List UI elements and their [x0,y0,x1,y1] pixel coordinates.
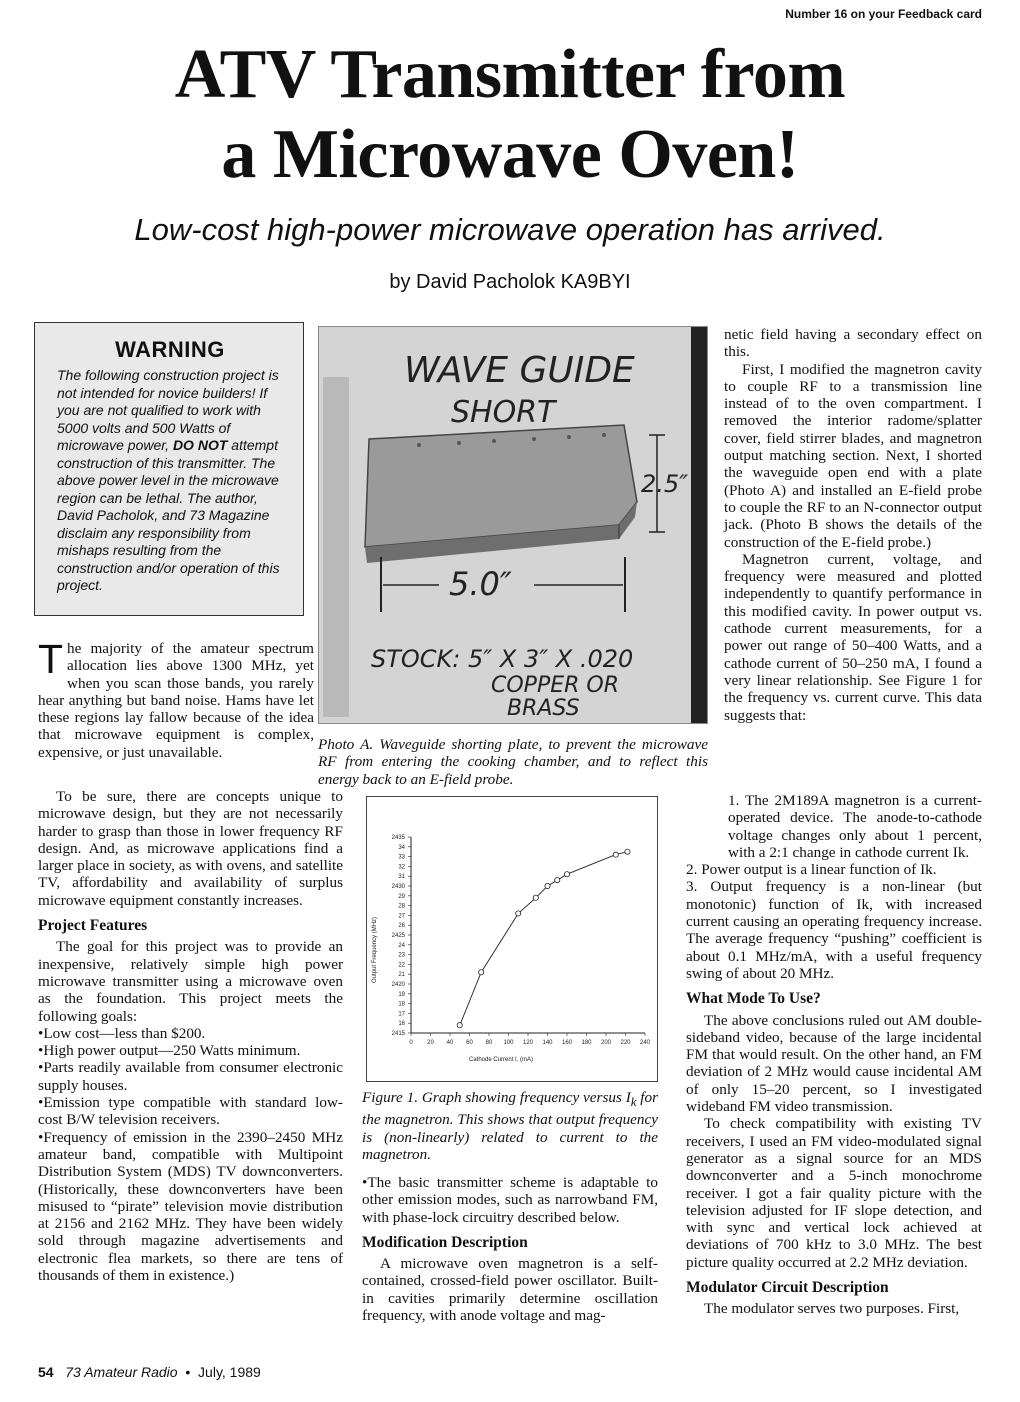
column-2 [362,1174,658,1324]
column-3-top [724,326,982,724]
bullet-item: •The basic transmitter scheme is adaptable to other emission modes, such as narrowband FM, with phase-lock circuitry described below. [362,1174,658,1226]
paragraph: The above conclusions ruled out AM double-sideband video, because of the large incidental FM that would result. On the other hand, an FM deviation of 2 MHz would cause incidental AM of only 15–20 percent, so I investigated wideband FM video transmission. [686,1011,982,1116]
chart-data-point [625,849,630,854]
section-heading-features: Project Features [38,917,148,935]
chart-y-tick-label: 29 [398,893,405,900]
chart-y-tick-label: 17 [398,1011,405,1018]
figure-1-caption [362,1089,658,1163]
warning-heading: WARNING [115,337,225,362]
photo-label-waveguide: WAVE GUIDE [404,350,635,391]
chart-x-tick-label: 120 [522,1040,534,1046]
chart-y-tick-label: 32 [398,864,405,871]
byline: by David Pacholok KA9BYI [389,271,631,293]
chart-data-point [533,895,538,900]
paragraph: netic field having a secondary effect on this. [724,326,982,361]
chart-x-tick-label: 240 [639,1040,651,1046]
chart-x-tick-label: 80 [485,1040,493,1046]
list-item: 2. Power output is a linear function of Ik. [686,861,937,879]
section-heading-modulator: Modulator Circuit Description [686,1279,889,1297]
chart-y-tick-label: 27 [398,913,405,920]
bullet-item: •Emission type compatible with standard low-cost B/W television receivers. [38,1094,343,1129]
chart-y-tick-label: 18 [398,1001,405,1008]
warning-body [57,367,283,595]
photo-dimension-width: 5.0″ [449,565,512,603]
photo-stock-material-2: BRASS [507,696,580,721]
bullet-item: •Parts readily available from consumer electronic supply houses. [38,1059,343,1094]
chart-x-tick-label: 100 [503,1040,514,1046]
list-item: 3. Output frequency is a non-linear (but monotonic) function of Ik, with increased current causing an operating frequency increase. The average frequency “pushing” coefficient is about 0.1 MHz/mA, with a useful frequency swing of about 20 MHz. [686,878,982,982]
footer-separator: • [185,1364,191,1380]
paragraph: First, I modified the magnetron cavity to couple RF to a transmission line instead of to the oven compartment. I removed the interior radome/splatter cover, field stirrer blades, and magnetron output matching section. Next, I shorted the waveguide open end with a plate (Photo A) and installed an E-field probe to couple the RF to an N-connector output jack. (Photo B shows the details of the construction of the E-field probe.) [724,360,982,551]
warning-text-post: attempt construction of this transmitter. The above power level in the microwave region can be lethal. The author, David Pacholok, and 73 Magazine disclaim any responsibility from mishaps resulting from the construction and/or operation of this project. [57,437,280,593]
chart-x-tick-label: 60 [466,1040,473,1046]
list-item [686,792,982,861]
figure-caption-post: for the magnetron. This shows that output frequency is (non-linearly) related to current to the magnetron. [362,1089,658,1163]
article-title-line-1: ATV Transmitter from [174,36,846,113]
chart-x-tick-label: 40 [446,1040,454,1046]
chart-y-tick-label: 2415 [391,1031,405,1037]
photo-a-illustration [319,327,708,724]
intro-paragraph [38,636,314,761]
paragraph: The goal for this project was to provide an inexpensive, relatively simple high power microwave transmitter using a microwave oven as the foundation. This project meets the following goals: [38,938,343,1025]
chart-series-line [460,852,628,1025]
chart-y-tick-label: 16 [398,1021,405,1028]
figure-caption-sub: k [630,1095,637,1110]
bullet-item: •Frequency of emission in the 2390–2450 MHz amateur band, compatible with Multipoint Distribution System (MDS) TV downconverters. (Historically, these downconverters have been misused to “pirate” television movie distribution at 2156 and 2162 MHz. They have been widely sold through magazine advertisements and electronic flea markets, so there are tens of thousands of them in existence.) [38,1128,343,1285]
paragraph: To check compatibility with existing TV receivers, I used an FM video-modulated signal generator as a signal source for an MDS downconverter and a 5-inch monochrome receiver. I got a fair quality picture with the television adjusted for IF slope detection, and with sync and vertical lock achieved at deviations of 700 kHz to 3.0 MHz. The best picture quality occurred at 2.2 MHz deviation. [686,1115,982,1271]
chart-y-tick-label: 31 [398,874,405,881]
photo-a-caption: Photo A. Waveguide shorting plate, to prevent the microwave RF from entering the cooking chamber, and to reflect this energy back to an E-field probe. [318,736,708,788]
bullet-item: •Low cost—less than $200. [38,1024,206,1042]
chart-data-point [479,970,484,975]
chart-y-tick-label: 33 [398,854,405,861]
photo-a-waveguide-plate [318,326,708,724]
chart-y-tick-label: 23 [398,952,405,959]
chart-y-tick-label: 34 [398,844,405,851]
paragraph: Magnetron current, voltage, and frequency were measured and plotted independently to quantify performance in this modified cavity. In power output vs. cathode current measurements, for a power out range of 50–400 Watts, and a cathode current of 50–250 mA, I found a very linear relationship. See Figure 1 for the frequency vs. current curve. This data suggests that: [724,550,982,724]
drop-cap: T [38,636,64,682]
warning-text-pre: The following construction project is not intended for novice builders! If you are not qualified to work with 5000 volts and 500 Watts of microwave power, [57,367,279,453]
chart-x-tick-label: 180 [581,1040,592,1046]
chart-y-tick-label: 26 [398,923,405,930]
chart-x-axis-label: Cathode Current I, (mA) [469,1057,534,1063]
bullet-item: •High power output—250 Watts minimum. [38,1042,301,1060]
chart-x-tick-label: 160 [561,1040,573,1046]
chart-y-tick-label: 24 [398,942,405,949]
photo-stock-material: COPPER OR [491,673,619,698]
chart-data-point [457,1023,462,1028]
chart-x-tick-label: 200 [600,1040,612,1046]
chart-y-tick-label: 19 [398,991,405,998]
photo-stock-note: STOCK: 5″ X 3″ X .020 [371,645,634,673]
chart-data-point [545,883,550,888]
column-1 [38,788,343,1284]
photo-dimension-height: 2.5″ [641,470,689,498]
chart-y-axis-label: Output Frequency (MHz) [372,916,378,983]
paragraph: To be sure, there are concepts unique to microwave design, but they are not necessarily harder to grasp than those in lower frequency RF design. And, as microwave applications find a larger place in society, as with ovens, and satellite TV, affordability and availability of surplus microwave equipment constantly increases. [38,788,343,909]
frequency-vs-current-chart [367,797,659,1083]
intro-text: he majority of the amateur spectrum allocation lies above 1300 MHz, yet when you scan those bands, you rarely hear anything but band noise. Hams have let these regions lay fallow because of the idea that microwave equipment is complex, expensive, or just unavailable. [38,640,314,761]
paragraph: The modulator serves two purposes. First, [704,1300,960,1318]
chart-y-tick-label: 2435 [391,835,405,841]
chart-data-point [613,852,618,857]
warning-box [34,322,304,616]
column-3 [686,792,982,1318]
article-subtitle: Low-cost high-power microwave operation has arrived. [134,212,886,247]
chart-y-tick-label: 2425 [391,933,405,939]
page-footer [38,1364,261,1380]
feedback-card-note: Number 16 on your Feedback card [785,7,982,21]
warning-text-bold: DO NOT [172,437,228,453]
magazine-name: 73 Amateur Radio [65,1364,178,1380]
column-1-top [38,636,314,761]
figure-1-graph [366,796,658,1082]
section-heading-modification: Modification Description [362,1233,528,1251]
photo-label-short: SHORT [451,395,556,430]
chart-x-tick-label: 20 [427,1040,434,1046]
article-title-line-2: a Microwave Oven! [221,116,799,193]
list-item-text: 1. The 2M189A magnetron is a current-operated device. The anode-to-cathode voltage changes only about 1 percent, with a 2:1 change in cathode current Ik. [728,792,982,861]
issue-date: July, 1989 [198,1364,261,1380]
chart-data-point [516,911,521,916]
chart-y-tick-label: 28 [398,903,405,910]
paragraph: A microwave oven magnetron is a self-contained, crossed-field power oscillator. Built-in cavities primarily determine oscillation frequency, with anode voltage and mag- [362,1255,658,1325]
chart-y-tick-label: 2430 [391,884,405,890]
section-heading-mode: What Mode To Use? [686,990,821,1008]
page-number: 54 [38,1364,54,1380]
figure-caption-pre: Figure 1. Graph showing frequency versus I [362,1089,631,1106]
chart-y-tick-label: 2420 [391,982,405,988]
chart-x-tick-label: 220 [620,1040,631,1046]
chart-data-point [564,872,569,877]
chart-y-tick-label: 22 [398,962,405,969]
chart-data-point [555,878,560,883]
chart-x-tick-label: 140 [542,1040,553,1046]
chart-y-tick-label: 21 [398,972,405,979]
chart-x-tick-label: 0 [409,1040,413,1046]
